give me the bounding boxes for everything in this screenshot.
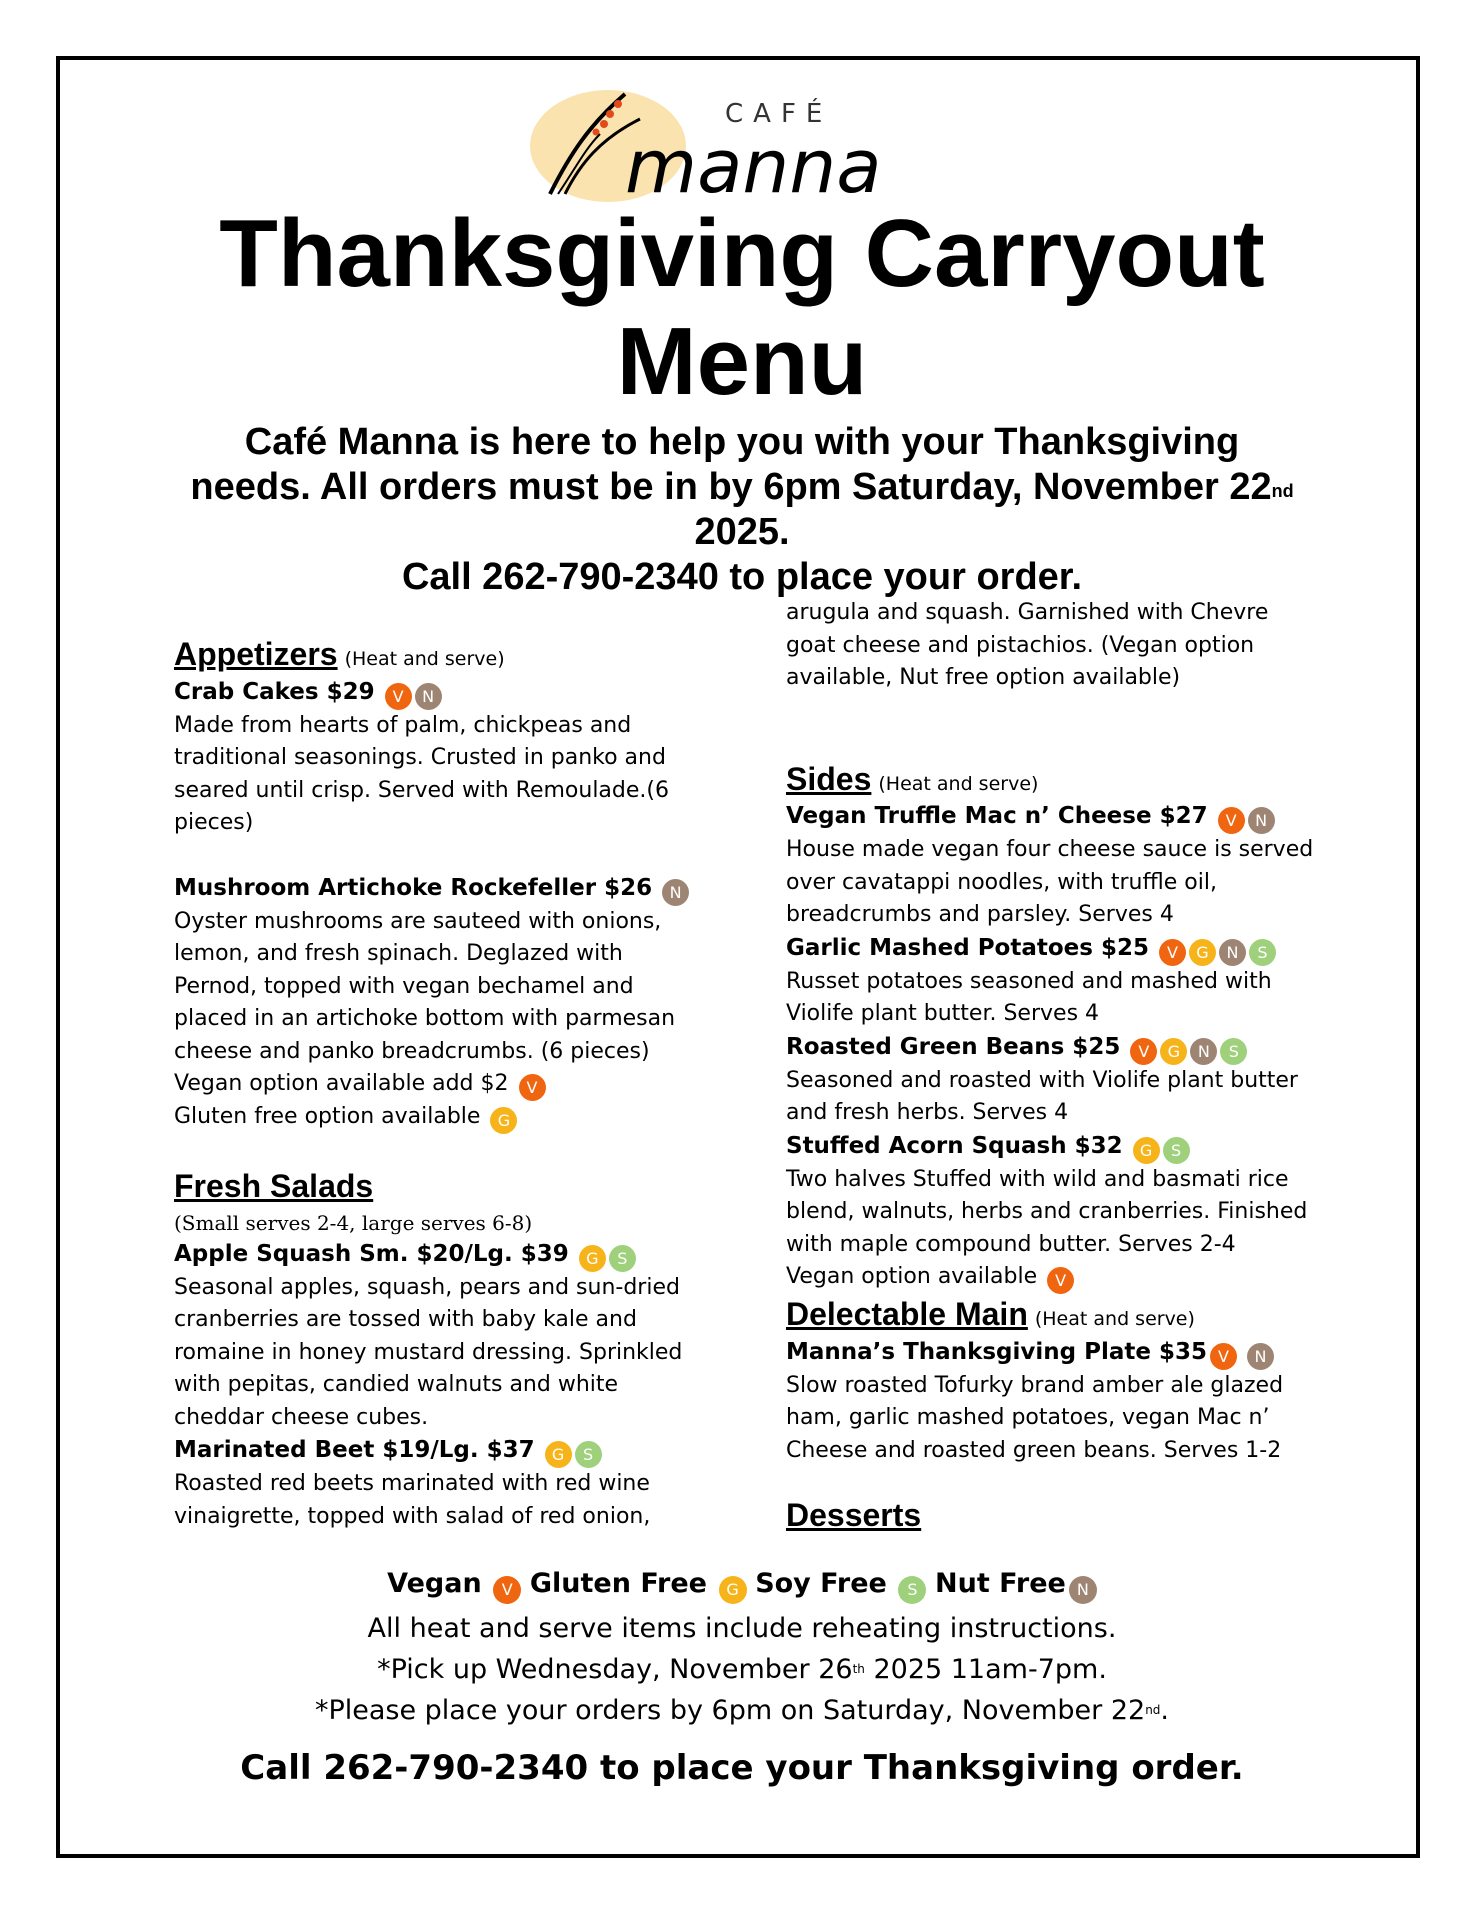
item-description: Oyster mushrooms are sauteed with onions, lemon, and fresh spinach. Deglazed with Pernod, topped with vegan bechamel and placed in an artichoke bottom with parmesan cheese and panko breadcrumbs. (6 pieces) [174,908,676,1064]
dietary-legend [120,1564,1364,1604]
gluten-free-option-note: Gluten free option available G [174,1101,704,1134]
vegan-badge-icon: V [1159,939,1186,966]
soy-free-badge-icon: S [1220,1038,1247,1065]
intro-line-2: needs. All orders must be in by 6pm Saturday, November 22nd [190,466,1294,508]
appetizers-note: (Heat and serve) [344,648,505,670]
menu-item-marinated-beet [174,1434,704,1533]
vegan-badge-icon: V [1047,1267,1074,1294]
sides-note: (Heat and serve) [878,772,1039,795]
menu-item-mushroom-rockefeller [174,872,704,1135]
nut-free-badge-icon: N [662,879,689,906]
intro-line-3: 2025. [694,511,790,553]
main-note: (Heat and serve) [1034,1308,1195,1330]
item-description: Slow roasted Tofurky brand amber ale glazed ham, garlic mashed potatoes, vegan Mac n’ Cheese and roasted green beans. Serves 1-2 [786,1372,1284,1463]
appetizers-heading: Appetizers [174,636,338,672]
footer-notes [120,1608,1364,1731]
vegan-badge-icon: V [519,1074,546,1101]
vegan-badge-icon: V [385,683,412,710]
sides-heading: Sides [786,760,872,797]
item-description: Russet potatoes seasoned and mashed with Violife plant butter. Serves 4 [786,968,1272,1026]
item-name: Vegan Truffle Mac n’ Cheese $27 [786,803,1208,829]
vegan-badge-icon: V [493,1576,521,1604]
desserts-heading-row [786,1495,1316,1537]
desserts-heading: Desserts [786,1497,922,1533]
appetizers-heading-row [174,634,704,676]
vegan-option-note: Vegan option available V [786,1261,1316,1294]
right-column [786,597,1316,1537]
gluten-free-badge-icon: G [1160,1038,1187,1065]
intro-call: Call 262-790-2340 to place your order. [401,556,1083,598]
footer-call: Call 262-790-2340 to place your Thanksgiving order. [240,1748,1244,1788]
gluten-free-badge-icon: G [719,1576,747,1604]
item-name: Roasted Green Beans $25 [786,1033,1121,1060]
legend-vegan-label: Vegan [387,1568,482,1599]
gluten-free-badge-icon: G [1133,1137,1160,1164]
menu-item-acorn-squash [786,1130,1316,1295]
vegan-option-note: Vegan option available add $2 V [174,1068,704,1101]
item-name: Manna’s Thanksgiving Plate $35 [786,1338,1207,1365]
soy-free-badge-icon: S [575,1441,602,1468]
item-description: Seasonal apples, squash, pears and sun-dried cranberries are tossed with baby kale and romaine in honey mustard dressing. Sprinkled with pepitas, candied walnuts and white cheddar cheese cubes. [174,1274,683,1430]
title-line-1: Thanksgiving Carryout [219,200,1265,307]
cafe-manna-logo [530,84,960,204]
salads-heading: Fresh Salads [174,1168,374,1204]
item-name: Mushroom Artichoke Rockefeller $26 [174,874,653,901]
vegan-badge-icon: V [1218,807,1245,834]
menu-item-mashed-potatoes [786,932,1316,1031]
main-heading-row [786,1294,1316,1336]
legend-nut-free-label: Nut Free [935,1568,1066,1599]
nut-free-badge-icon: N [1190,1038,1217,1065]
item-name: Apple Squash Sm. $20/Lg. $39 [174,1240,569,1267]
title-line-2: Menu [616,308,868,415]
item-description: Roasted red beets marinated with red wine vinaigrette, topped with salad of red onion, [174,1471,651,1529]
beet-description-continued: arugula and squash. Garnished with Chevre goat cheese and pistachios. (Vegan option available, Nut free option available) [786,600,1269,690]
item-name: Marinated Beet $19/Lg. $37 [174,1437,535,1463]
soy-free-badge-icon: S [898,1576,926,1604]
soy-free-badge-icon: S [1163,1137,1190,1164]
legend-gluten-free-label: Gluten Free [529,1568,707,1599]
salads-note: (Small serves 2-4, large serves 6-8) [174,1210,533,1235]
item-description: House made vegan four cheese sauce is served over cavatappi noodles, with truffle oil, breadcrumbs and parsley. Serves 4 [786,837,1314,927]
nut-free-badge-icon: N [1247,1343,1274,1370]
nut-free-badge-icon: N [1248,807,1275,834]
item-name: Crab Cakes $29 [174,678,375,705]
item-name: Stuffed Acorn Squash $32 [786,1132,1123,1159]
main-heading: Delectable Main [786,1296,1028,1332]
gluten-free-badge-icon: G [579,1245,606,1272]
left-column [174,634,704,1533]
menu-item-thanksgiving-plate [786,1336,1316,1468]
gluten-free-badge-icon: G [545,1441,572,1468]
intro-line-1: Café Manna is here to help you with your Thanksgiving [244,421,1240,463]
vegan-badge-icon: V [1130,1038,1157,1065]
legend-soy-free-label: Soy Free [755,1568,887,1599]
svg-text:manna: manna [625,124,882,204]
vegan-badge-icon: V [1210,1343,1237,1370]
menu-item-crab-cakes [174,676,704,840]
pickup-note: *Pick up Wednesday, November 26th 2025 11am-7pm. [377,1654,1107,1685]
nut-free-badge-icon: N [1069,1576,1097,1604]
intro-text [120,420,1364,555]
gluten-free-badge-icon: G [490,1107,517,1134]
item-description: Two halves Stuffed with wild and basmati rice blend, walnuts, herbs and cranberries. Finished with maple compound butter. Serves 2-4 [786,1166,1308,1257]
soy-free-badge-icon: S [609,1245,636,1272]
item-description: Seasoned and roasted with Violife plant butter and fresh herbs. Serves 4 [786,1067,1298,1125]
logo-graphic [530,84,960,204]
reheating-note: All heat and serve items include reheating instructions. [367,1613,1117,1644]
nut-free-badge-icon: N [1219,939,1246,966]
order-deadline-note: *Please place your orders by 6pm on Saturday, November 22nd. [314,1695,1170,1726]
nut-free-badge-icon: N [415,683,442,710]
item-name: Garlic Mashed Potatoes $25 [786,934,1149,961]
page-title [80,200,1404,416]
soy-free-badge-icon: S [1249,939,1276,966]
item-description: Made from hearts of palm, chickpeas and traditional seasonings. Crusted in panko and seared until crisp. Served with Remoulade.(6 pieces) [174,712,669,835]
gluten-free-badge-icon: G [1189,939,1216,966]
menu-item-apple-squash [174,1238,704,1435]
sides-heading-row [786,759,1316,801]
menu-item-green-beans [786,1031,1316,1130]
menu-item-truffle-mac [786,800,1316,932]
svg-text:CAFÉ: CAFÉ [725,99,833,129]
